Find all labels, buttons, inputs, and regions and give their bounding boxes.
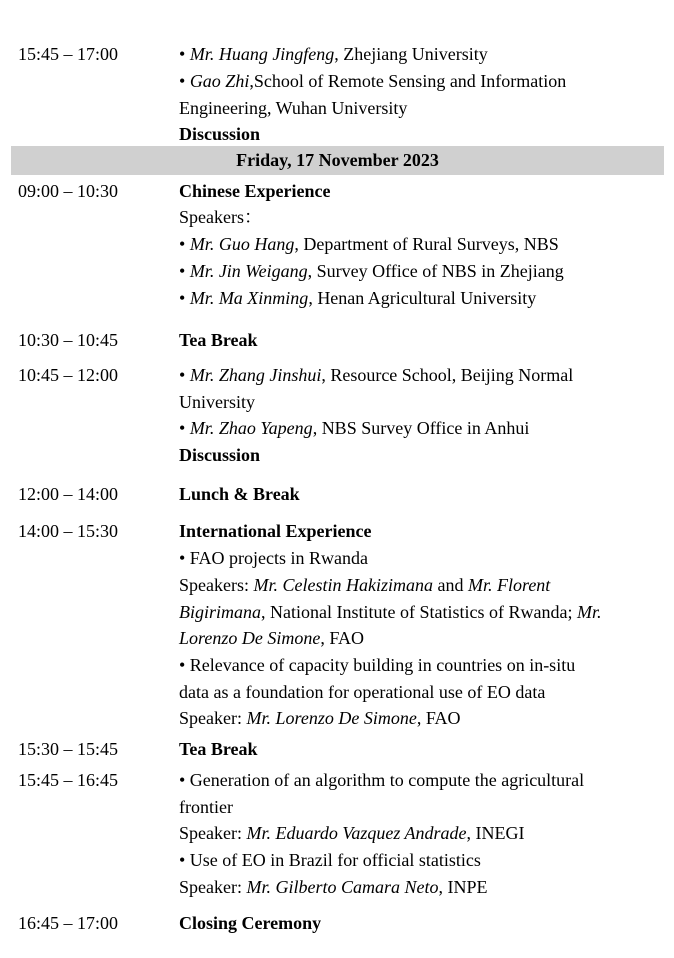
topic-line: • FAO projects in Rwanda bbox=[179, 548, 368, 568]
speaker-line: • Mr. Ma Xinming, Henan Agricultural University bbox=[179, 288, 537, 308]
speaker-line: • Mr. Zhang Jinshui, Resource School, Beijing Normal bbox=[179, 365, 574, 385]
time-slot: 15:45 – 16:45 bbox=[18, 770, 119, 790]
discussion-label: Discussion bbox=[179, 445, 261, 465]
speaker-line-cont: Engineering, Wuhan University bbox=[179, 98, 408, 118]
topic-line-cont: data as a foundation for operational use of EO data bbox=[179, 682, 546, 702]
time-slot: 15:45 – 17:00 bbox=[18, 44, 119, 64]
speakers-label: Speakers： bbox=[179, 207, 262, 227]
speaker-line: Speaker: Mr. Eduardo Vazquez Andrade, INEGI bbox=[179, 823, 525, 843]
topic-line: • Relevance of capacity building in countries on in-situ bbox=[179, 655, 576, 675]
speaker-line: Speaker: Mr. Lorenzo De Simone, FAO bbox=[179, 708, 461, 728]
time-slot: 10:45 – 12:00 bbox=[18, 365, 119, 385]
topic-line: • Use of EO in Brazil for official statistics bbox=[179, 850, 481, 870]
speaker-line: Speakers: Mr. Celestin Hakizimana and Mr. Florent bbox=[179, 575, 551, 595]
topic-line-cont: frontier bbox=[179, 797, 233, 817]
session-title: Chinese Experience bbox=[179, 181, 331, 201]
time-slot: 12:00 – 14:00 bbox=[18, 484, 119, 504]
time-slot: 16:45 – 17:00 bbox=[18, 913, 119, 933]
speaker-line: • Gao Zhi,School of Remote Sensing and Information bbox=[179, 71, 567, 91]
speaker-line: • Mr. Huang Jingfeng, Zhejiang University bbox=[179, 44, 488, 64]
day-header: Friday, 17 November 2023 bbox=[236, 150, 439, 170]
time-slot: 09:00 – 10:30 bbox=[18, 181, 119, 201]
session-title: Tea Break bbox=[179, 330, 258, 350]
time-slot: 14:00 – 15:30 bbox=[18, 521, 119, 541]
topic-line: • Generation of an algorithm to compute the agricultural bbox=[179, 770, 585, 790]
session-title: Closing Ceremony bbox=[179, 913, 322, 933]
session-title: International Experience bbox=[179, 521, 372, 541]
speaker-line-cont: University bbox=[179, 392, 255, 412]
speaker-line: • Mr. Zhao Yapeng, NBS Survey Office in Anhui bbox=[179, 418, 530, 438]
speaker-line: Lorenzo De Simone, FAO bbox=[179, 628, 365, 648]
time-slot: 10:30 – 10:45 bbox=[18, 330, 119, 350]
speaker-line: • Mr. Guo Hang, Department of Rural Surveys, NBS bbox=[179, 234, 559, 254]
time-slot: 15:30 – 15:45 bbox=[18, 739, 119, 759]
discussion-label: Discussion bbox=[179, 124, 261, 144]
speaker-line: Speaker: Mr. Gilberto Camara Neto, INPE bbox=[179, 877, 488, 897]
speaker-line: Bigirimana, National Institute of Statistics of Rwanda; Mr. bbox=[179, 602, 602, 622]
session-title: Lunch & Break bbox=[179, 484, 300, 504]
speaker-line: • Mr. Jin Weigang, Survey Office of NBS in Zhejiang bbox=[179, 261, 564, 281]
session-title: Tea Break bbox=[179, 739, 258, 759]
